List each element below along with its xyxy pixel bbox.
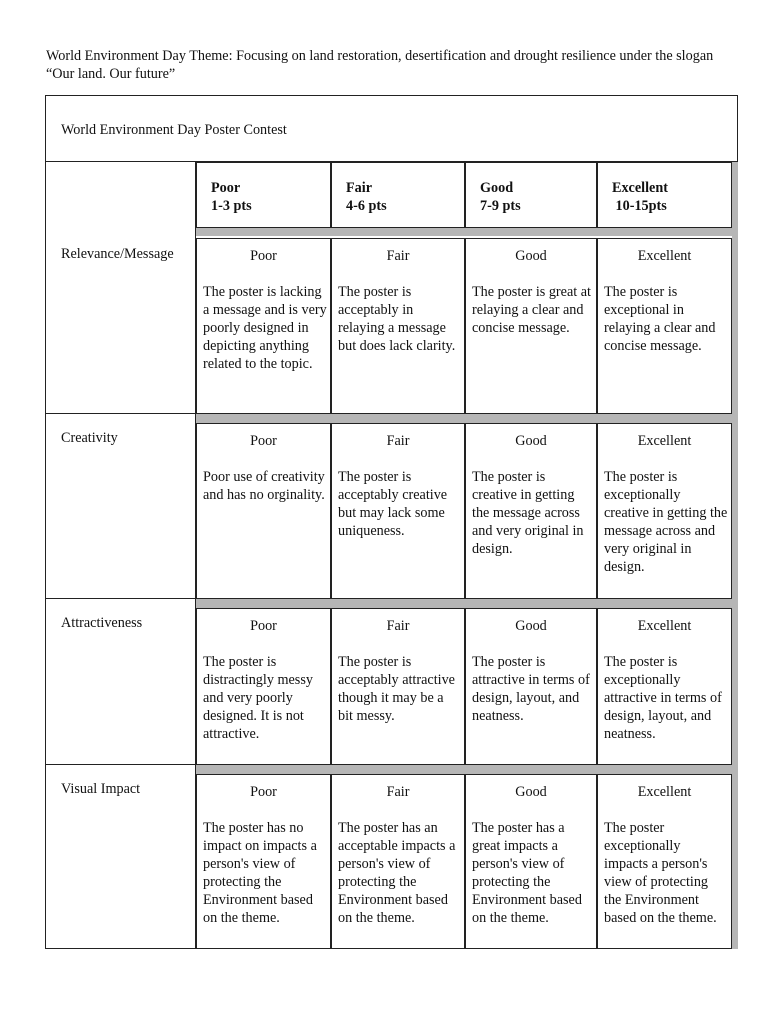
row-gray-band: [196, 765, 737, 774]
criterion-name: Relevance/Message: [61, 246, 174, 262]
table-title: World Environment Day Poster Contest: [61, 122, 287, 138]
cell-description: The poster is lacking a message and is very poorly designed in depicting anything related to the topic.: [203, 284, 327, 372]
criterion-label-cell: [46, 230, 196, 414]
cell-level: Fair: [386, 784, 410, 800]
header-cell-good: [465, 162, 597, 228]
cell-description: The poster is acceptably creative but may lack some uniqueness.: [338, 469, 448, 539]
header-points: 7-9 pts: [480, 198, 521, 214]
cell-level: Excellent: [637, 618, 692, 634]
cell-level: Excellent: [637, 433, 692, 449]
cell-description: The poster has an acceptable impacts a person's view of protecting the Environment based on the theme.: [338, 820, 456, 926]
row-gray-band: [196, 599, 737, 608]
header-cell-poor: [196, 162, 331, 228]
header-row: [46, 162, 737, 234]
cell-description: The poster is exceptionally creative in getting the message across and very original in design.: [604, 469, 728, 575]
criterion-label-cell: [46, 765, 196, 949]
rubric-cell-good: [465, 774, 597, 949]
cell-level: Good: [515, 784, 547, 800]
rubric-cell-poor: [196, 774, 331, 949]
cell-description: Poor use of creativity and has no orginality.: [203, 469, 325, 503]
cell-description: The poster is creative in getting the message across and very original in design.: [472, 469, 584, 557]
rubric-cell-excellent: [597, 238, 732, 414]
cell-level: Fair: [386, 248, 410, 264]
rubric-cell-excellent: [597, 774, 732, 949]
rubric-cell-excellent: [597, 423, 732, 599]
cell-level: Excellent: [637, 248, 692, 264]
cell-description: The poster exceptionally impacts a person's view of protecting the Environment based on the theme.: [604, 820, 717, 926]
header-empty-cell: [46, 162, 196, 234]
row-gray-band: [196, 414, 737, 423]
header-points: 4-6 pts: [346, 198, 387, 214]
cell-description: The poster is attractive in terms of design, layout, and neatness.: [472, 654, 590, 724]
criterion-label-cell: [46, 599, 196, 765]
criterion-name: Attractiveness: [61, 615, 143, 631]
header-cell-excellent: [597, 162, 732, 228]
criterion-name: Visual Impact: [61, 781, 141, 797]
cell-level: Poor: [250, 248, 277, 264]
cell-level: Fair: [386, 618, 410, 634]
table-title-row: [46, 96, 737, 162]
rubric-cell-fair: [331, 608, 465, 765]
header-level: Poor: [211, 180, 241, 196]
rubric-cell-fair: [331, 238, 465, 414]
cell-level: Poor: [250, 784, 277, 800]
criterion-row-relevance: [46, 230, 737, 414]
header-level: Fair: [346, 180, 372, 196]
cell-description: The poster is acceptably attractive though it may be a bit messy.: [338, 654, 455, 724]
rubric-cell-fair: [331, 423, 465, 599]
cell-level: Good: [515, 618, 547, 634]
header-level: Excellent: [612, 180, 668, 196]
table-right-gray-edge: [732, 162, 738, 949]
header-level: Good: [480, 180, 514, 196]
cell-level: Poor: [250, 618, 277, 634]
rubric-cell-good: [465, 423, 597, 599]
criterion-row-visual-impact: [46, 765, 737, 949]
cell-description: The poster is distractingly messy and very poorly designed. It is not attractive.: [203, 654, 313, 742]
criterion-row-creativity: [46, 414, 737, 599]
cell-description: The poster is exceptional in relaying a clear and concise message.: [604, 284, 716, 354]
document-intro: World Environment Day Theme: Focusing on land restoration, desertification and drought resilience under the slogan “Our land. Our future”: [46, 48, 714, 82]
rubric-cell-poor: [196, 608, 331, 765]
cell-level: Poor: [250, 433, 277, 449]
criterion-row-attractiveness: [46, 599, 737, 765]
cell-description: The poster is exceptionally attractive in terms of design, layout, and neatness.: [604, 654, 722, 742]
rubric-cell-fair: [331, 774, 465, 949]
rubric-cell-excellent: [597, 608, 732, 765]
rubric-cell-good: [465, 238, 597, 414]
cell-description: The poster is acceptably in relaying a message but does lack clarity.: [338, 284, 456, 354]
criterion-label-cell: [46, 414, 196, 599]
cell-description: The poster has a great impacts a person's view of protecting the Environment based on the theme.: [472, 820, 582, 926]
criterion-name: Creativity: [61, 430, 118, 446]
rubric-cell-good: [465, 608, 597, 765]
rubric-table: [45, 95, 738, 949]
cell-level: Fair: [386, 433, 410, 449]
cell-description: The poster has no impact on impacts a person's view of protecting the Environment based on the theme.: [203, 820, 317, 926]
cell-level: Excellent: [637, 784, 692, 800]
header-points: 10-15pts: [612, 198, 667, 214]
header-points: 1-3 pts: [211, 198, 252, 214]
cell-level: Good: [515, 433, 547, 449]
header-cell-fair: [331, 162, 465, 228]
rubric-cell-poor: [196, 423, 331, 599]
rubric-cell-poor: [196, 238, 331, 414]
cell-level: Good: [515, 248, 547, 264]
cell-description: The poster is great at relaying a clear and concise message.: [472, 284, 591, 336]
